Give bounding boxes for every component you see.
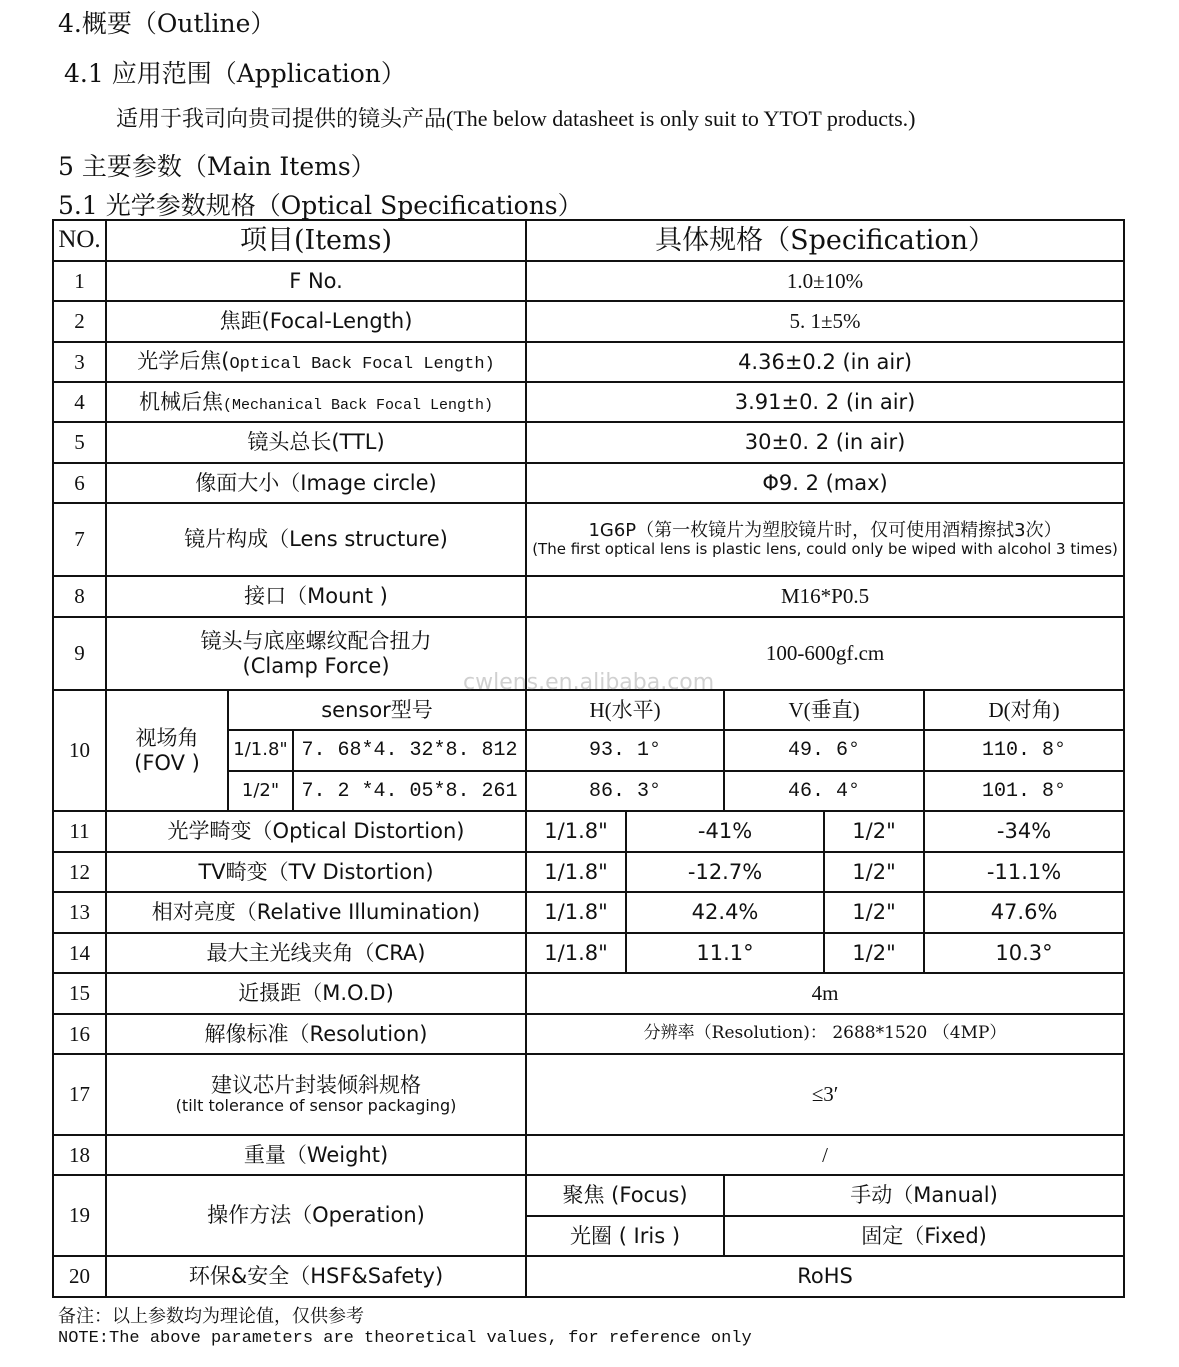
row-item-en: (Mechanical Back Focal Length) xyxy=(222,396,494,414)
heading-main-items: 5 主要参数（Main Items） xyxy=(58,152,376,181)
format-a: 1/1.8" xyxy=(526,852,626,892)
row-spec: / xyxy=(526,1135,1124,1175)
row-spec: 4m xyxy=(526,973,1124,1014)
row-item: F No. xyxy=(106,261,526,301)
row-spec: 100-600gf.cm xyxy=(526,617,1124,690)
fov-d: 110. 8° xyxy=(924,730,1124,771)
table-row xyxy=(53,973,1124,1014)
row-item: 镜头总长(TTL) xyxy=(106,422,526,463)
row-item: 相对亮度（Relative Illumination) xyxy=(106,892,526,933)
row-item: 操作方法（Operation) xyxy=(106,1175,526,1256)
row-spec: M16*P0.5 xyxy=(526,576,1124,617)
row-no: 12 xyxy=(53,852,106,892)
row-item: 镜片构成（Lens structure) xyxy=(106,503,526,576)
row-item-cn: 视场角 xyxy=(135,726,199,751)
row-item: 光学畸变（Optical Distortion) xyxy=(106,811,526,852)
row-no: 14 xyxy=(53,933,106,973)
note-en: NOTE:The above parameters are theoretical values, for reference only xyxy=(58,1329,752,1348)
value-b: 10.3° xyxy=(924,933,1124,973)
row-item: 重量（Weight) xyxy=(106,1135,526,1175)
fov-sensor-header: sensor型号 xyxy=(228,690,526,730)
row-no: 6 xyxy=(53,463,106,503)
row-item: 焦距(Focal-Length) xyxy=(106,301,526,342)
format-b: 1/2" xyxy=(824,933,924,973)
row-item xyxy=(106,342,526,382)
row-item: TV畸变（TV Distortion) xyxy=(106,852,526,892)
row-no: 11 xyxy=(53,811,106,852)
value-b: 47.6% xyxy=(924,892,1124,933)
row-item: 环保&安全（HSF&Safety) xyxy=(106,1256,526,1297)
fov-v: 46. 4° xyxy=(724,771,924,811)
value-b: -34% xyxy=(924,811,1124,852)
fov-h-header: H(水平) xyxy=(526,690,724,730)
row-no: 5 xyxy=(53,422,106,463)
operation-label: 光圈 ( Iris ) xyxy=(526,1216,724,1256)
fov-format: 1/1.8" xyxy=(228,730,293,771)
row-item: 最大主光线夹角（CRA) xyxy=(106,933,526,973)
row-no: 7 xyxy=(53,503,106,576)
table-row xyxy=(53,1014,1124,1054)
row-item-en: (FOV ) xyxy=(134,750,200,775)
table-row xyxy=(53,1054,1124,1135)
heading-application: 4.1 应用范围（Application） xyxy=(64,59,406,88)
table-row xyxy=(53,852,1124,892)
note-cn: 备注：以上参数均为理论值，仅供参考 xyxy=(58,1306,364,1327)
row-no: 16 xyxy=(53,1014,106,1054)
table-row xyxy=(53,503,1124,576)
fov-size: 7. 2 *4. 05*8. 261 xyxy=(293,771,526,811)
row-spec: RoHS xyxy=(526,1256,1124,1297)
row-item-cn: 机械后焦 xyxy=(138,389,223,414)
operation-value: 固定（Fixed) xyxy=(724,1216,1124,1256)
row-no: 15 xyxy=(53,973,106,1014)
row-item xyxy=(106,1054,526,1135)
row-item: 接口（Mount ) xyxy=(106,576,526,617)
row-no: 13 xyxy=(53,892,106,933)
table-row xyxy=(53,892,1124,933)
header-no: NO. xyxy=(53,220,106,261)
row-item: 近摄距（M.O.D) xyxy=(106,973,526,1014)
fov-v: 49. 6° xyxy=(724,730,924,771)
fov-d: 101. 8° xyxy=(924,771,1124,811)
row-spec: ≤3′ xyxy=(526,1054,1124,1135)
fov-size: 7. 68*4. 32*8. 812 xyxy=(293,730,526,771)
watermark: cwlens.en.alibaba.com xyxy=(463,670,715,695)
row-no: 4 xyxy=(53,382,106,422)
format-b: 1/2" xyxy=(824,852,924,892)
table-row-fov-header xyxy=(53,690,1124,730)
row-no: 19 xyxy=(53,1175,106,1256)
row-spec: 30±0. 2 (in air) xyxy=(526,422,1124,463)
fov-h: 86. 3° xyxy=(526,771,724,811)
table-row xyxy=(53,261,1124,301)
operation-label: 聚焦 (Focus) xyxy=(526,1175,724,1216)
row-spec: 1.0±10% xyxy=(526,261,1124,301)
table-row xyxy=(53,463,1124,503)
value-a: -41% xyxy=(626,811,824,852)
value-a: -12.7% xyxy=(626,852,824,892)
row-no: 1 xyxy=(53,261,106,301)
heading-optical-specs: 5.1 光学参数规格（Optical Specifications） xyxy=(58,191,583,220)
table-row xyxy=(53,1175,1124,1216)
row-spec: 4.36±0.2 (in air) xyxy=(526,342,1124,382)
row-spec: 3.91±0. 2 (in air) xyxy=(526,382,1124,422)
table-row xyxy=(53,576,1124,617)
row-item-cn: 镜头与底座螺纹配合扭力 xyxy=(200,629,432,654)
table-row xyxy=(53,301,1124,342)
row-item-en: (tilt tolerance of sensor packaging) xyxy=(175,1096,457,1116)
format-a: 1/1.8" xyxy=(526,933,626,973)
application-text: 适用于我司向贵司提供的镜头产品(The below datasheet is only suit to YTOT products.) xyxy=(116,106,916,131)
table-header-row xyxy=(53,220,1124,261)
table-row xyxy=(53,422,1124,463)
row-item-en: (Clamp Force) xyxy=(242,653,390,678)
table-row xyxy=(53,342,1124,382)
row-item-cn: 建议芯片封装倾斜规格 xyxy=(211,1073,422,1098)
format-a: 1/1.8" xyxy=(526,811,626,852)
row-no: 10 xyxy=(53,690,106,811)
value-b: -11.1% xyxy=(924,852,1124,892)
fov-v-header: V(垂直) xyxy=(724,690,924,730)
row-no: 8 xyxy=(53,576,106,617)
heading-outline: 4.概要（Outline） xyxy=(58,9,276,38)
optical-spec-table xyxy=(52,219,1125,1298)
table-row xyxy=(53,933,1124,973)
row-item-cn: 光学后焦( xyxy=(137,349,230,374)
format-a: 1/1.8" xyxy=(526,892,626,933)
row-item xyxy=(106,690,228,811)
row-no: 20 xyxy=(53,1256,106,1297)
fov-h: 93. 1° xyxy=(526,730,724,771)
header-items: 项目(Items) xyxy=(106,220,526,261)
row-no: 18 xyxy=(53,1135,106,1175)
row-spec: 5. 1±5% xyxy=(526,301,1124,342)
operation-value: 手动（Manual) xyxy=(724,1175,1124,1216)
row-spec-cn: 1G6P（第一枚镜片为塑胶镜片时，仅可使用酒精擦拭3次） xyxy=(588,519,1062,541)
row-no: 3 xyxy=(53,342,106,382)
row-no: 17 xyxy=(53,1054,106,1135)
table-row xyxy=(53,1135,1124,1175)
value-a: 42.4% xyxy=(626,892,824,933)
row-no: 2 xyxy=(53,301,106,342)
table-row xyxy=(53,1256,1124,1297)
format-b: 1/2" xyxy=(824,892,924,933)
row-spec-en: (The first optical lens is plastic lens, could only be wiped with alcohol 3 times) xyxy=(532,540,1118,559)
row-no: 9 xyxy=(53,617,106,690)
row-item xyxy=(106,382,526,422)
table-row xyxy=(53,382,1124,422)
row-spec: Φ9. 2 (max) xyxy=(526,463,1124,503)
row-item: 解像标准（Resolution) xyxy=(106,1014,526,1054)
fov-format: 1/2" xyxy=(228,771,293,811)
table-row xyxy=(53,811,1124,852)
row-spec: 分辨率（Resolution)： 2688*1520 （4MP） xyxy=(526,1014,1124,1054)
value-a: 11.1° xyxy=(626,933,824,973)
row-item: 像面大小（Image circle) xyxy=(106,463,526,503)
row-spec xyxy=(526,503,1124,576)
format-b: 1/2" xyxy=(824,811,924,852)
row-item-en: Optical Back Focal Length) xyxy=(229,355,495,375)
fov-d-header: D(对角) xyxy=(924,690,1124,730)
header-spec: 具体规格（Specification） xyxy=(526,220,1124,261)
